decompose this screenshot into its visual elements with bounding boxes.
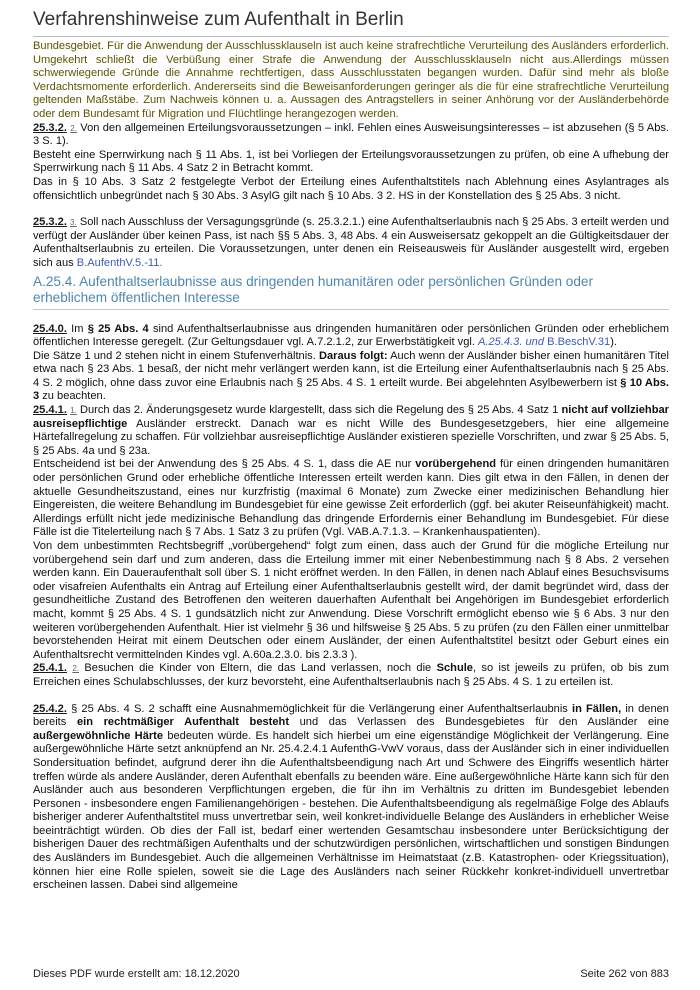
paragraph-25-4-0: 25.4.0. Im § 25 Abs. 4 sind Aufenthaltserlaubnisse aus dringenden humanitären oder persönlichen Gründen oder erheblichem öffentlichen Interesse geregelt. (Zur Geltungsdauer vgl. A.7.2.1.2, zur Erwerbstätigkeit vgl. A.25.4.3. und B.BeschV.31). (33, 322, 669, 349)
sub-ref[interactable]: 1. (70, 406, 77, 416)
creation-date: Dieses PDF wurde erstellt am: 18.12.2020 (33, 968, 240, 980)
paragraph-text: Von den allgemeinen Erteilungsvoraussetzungen – inkl. Fehlen eines Ausweisungsinteresses – ist abzusehen (§ 5 Abs. 3 S. 1). (33, 121, 669, 148)
paragraph-vorubergehend: Entscheidend ist bei der Anwendung des § 25 Abs. 4 S. 1, dass die AE nur vorübergehend für einen dringenden humanitären oder persönlichen Grund oder erhebliche öffentliche Interessen erteilt werden kann. Dies gilt etwa in den Fällen, in denen der aktuelle Gesundheitszustand, eines nur kurzfristig (maximal 6 Monate) zum Zwecke einer medizinischen Behandlung hier Eingereisten, die weitere Behandlung im Bundesgebiet für eine gewisse Zeit erforderlich (ggf. bei akuter Reiseunfähigkeit) macht. Allerdings erfüllt nicht jede medizinische Behandlung das dringende Erfordernis einer Behandlung im Bundesgebiet. Für diese Fälle ist die Titelerteilung nach § 7 Abs. 1 Satz 3 zu prüfen (Vgl. VAB.A.7.1.3. – Krankenhauspatienten). (33, 458, 670, 539)
section-ref[interactable]: 25.3.2. (33, 121, 67, 134)
page-number: Seite 262 von 883 (580, 968, 669, 980)
intro-paragraph: Bundesgebiet. Für die Anwendung der Ausschlussklauseln ist auch keine strafrechtliche Verurteilung des Ausländers erforderlich. Umgekehrt schließt die Verbüßung einer Strafe die Anwendung der Ausschlussklauseln nicht aus.Allerdings müssen schwerwiegende Gründe die Annahme rechtfertigen, dass Ausschlusstaten begangen wurden. Dafür sind mehr als bloße Verdachtsmomente erforderlich. Andererseits sind die Beweisanforderungen geringer als die für eine strafrechtliche Verurteilung geltenden Maßstäbe. Zum Nachweis können u. a. Aussagen des Antragstellers in seiner Anhörung vor der Ausländerbehörde oder dem Bundesamt für Migration und Flüchtlinge herangezogen werden. (33, 40, 669, 120)
link-aufenthv[interactable]: B.AufenthV.5.-11. (76, 256, 163, 269)
paragraph-sperrwirkung: Besteht eine Sperrwirkung nach § 11 Abs. 1, ist bei Vorliegen der Erteilungsvoraussetzungen zu prüfen, ob eine A ufhebung der Sperrwirkung nach § 11 Abs. 4 Satz 2 in Betracht kommt. (33, 148, 669, 175)
section-ref[interactable]: 25.4.1. (33, 662, 67, 675)
link-beschv-31[interactable]: B.BeschV.31 (547, 336, 611, 349)
sub-ref[interactable]: 3. (70, 218, 77, 228)
section-ref[interactable]: 25.4.0. (33, 322, 67, 335)
paragraph-25-4-2: 25.4.2. § 25 Abs. 4 S. 2 schafft eine Ausnahmemöglichkeit für die Verlängerung einer Aufenthaltserlaubnis in Fällen, in denen bereits ein rechtmäßiger Aufenthalt besteht und das Verlassen des Bundesgebietes für den Ausländer eine außergewöhnliche Härte bedeuten würde. Es handelt sich hierbei um eine eigenständige Möglichkeit der Verlängerung. Eine außergewöhnliche Härte setzt anknüpfend an Nr. 25.4.2.4.1 AufenthG-VwV voraus, dass der Ausländer sich in einer individuellen Sondersituation befindet, aufgrund derer ihn die Aufenthaltsbeendigung nach Art und Schwere des Eingriffs wesentlich härter treffen würde als andere Ausländer, deren Aufenthalt ebenfalls zu beenden wäre. Eine außergewöhnliche Härte kann sich für den Ausländer auch aus besonderen Verpflichtungen ergeben, die für ihn im Verhältnis zu dritten im Bundesgebiet lebenden Personen - insbesondere engen Familienangehörigen - bestehen. Die Aufenthaltsbeendigung als regelmäßige Folge des Ablaufs bisheriger anderer Aufenthaltstitel muss unvertretbar sein, weil konkret-individuelle Belange des Ausländers in erheblicher Weise beeinträchtigt würden. Ob dies der Fall ist, bedarf einer wertenden Gesamtschau insbesondere unter Berücksichtigung der bisherigen Dauer des rechtmäßigen Aufenthalts und der schutzwürdigen persönlichen, wirtschaftlichen und sonstigen Bindungen des Ausländers im Bundesgebiet. Auch die allgemeinen Verhältnisse im Heimatstaat (z.B. Katastrophen- oder Kriegssituation), können hier eine Rolle spielen, soweit sie die Lage des Ausländers nach seiner Rückkehr konkret-individuell unvertretbar erscheinen lassen. Dabei sind allgemeine (33, 702, 669, 892)
page-title: Verfahrenshinweise zum Aufenthalt in Berlin (33, 9, 669, 37)
document-body (33, 40, 669, 893)
paragraph-25-4-1-1: 25.4.1. 1. Durch das 2. Änderungsgesetz wurde klargestellt, dass sich die Regelung des § 25 Abs. 4 Satz 1 nicht auf vollziehbar ausreisepflichtige Ausländer erstreckt. Danach war es nicht Wille des Bundesgesetzgebers, hier eine allgemeine Härtefallregelung zu schaffen. Für vollziehbar ausreisepflichtige Ausländer existieren spezielle Vorschriften, und zwar § 25 Abs. 5, § 25 Abs. 4a und § 23a. (33, 404, 669, 457)
paragraph-verbot: Das in § 10 Abs. 3 Satz 2 festgelegte Verbot der Erteilung eines Aufenthaltstitels nach Ablehnung eines Asylantrages als offensichtlich unbegründet nach § 30 Abs. 3 AsylG gilt nach § 10 Abs. 3 2. HS in der Konstellation des § 25 Abs. 3 nicht. (33, 175, 669, 202)
page-footer (33, 968, 669, 980)
paragraph-stufenverhaeltnis: Die Sätze 1 und 2 stehen nicht in einem Stufenverhältnis. Daraus folgt: Auch wenn der Ausländer bisher einen humanitären Titel etwa nach § 23 Abs. 1 besaß, der nicht mehr verlängert werden kann, ist die Erteilung einer Aufenthaltserlaubnis nach § 25 Abs. 4 S. 2 möglich, ohne dass zuvor eine Erlaubnis nach § 25 Abs. 4 S. 1 erteilt wurde. Bei abgelehnten Asylbewerbern ist § 10 Abs. 3 zu beachten. (33, 349, 669, 403)
paragraph-text: Soll nach Ausschluss der Versagungsgründe (s. 25.3.2.1.) eine Aufenthaltserlaubnis nach § 25 Abs. 3 erteilt werden und verfügt der Ausländer über keinen Pass, ist nach §§ 5 Abs. 3, 48 Abs. 4 ein Ausweisersatz gekoppelt an die Gültigkeitsdauer der Aufenthaltserlaubnis zu erteilen. Die Voraussetzungen, unter denen ein Reiseausweis für Ausländer ausgestellt wird, ergeben sich aus (33, 216, 670, 269)
paragraph-rechtsbegriff: Von dem unbestimmten Rechtsbegriff „vorübergehend“ folgt zum einen, dass auch der Grund für die mögliche Erteilung nur vorübergehend sein darf und zum anderen, dass die Erteilung immer mit einer Nebenbestimmung nach § 8 Abs. 2 versehen werden kann. Ein Daueraufenthalt soll über S. 1 nicht eröffnet werden. In den Fällen, in denen nach Ablauf eines Besuchsvisums oder visafreien Aufenthalts ein Antrag auf Erteilung einer Aufenthaltserlaubnis gestellt wird, der damit begründet wird, dass der gesundheitliche Zustand des Betroffenen den weiteren dauerhaften Aufenthalt bei Angehörigen im Bundesgebiet erforderlich macht, kommt § 25 Abs. 4 S. 1 gundsätzlich nicht zur Anwendung. Diese Vorschrift ermöglicht ebenso wie § 6 Abs. 3 nur den weiteren vorübergehenden Aufenthalt. Hier ist vielmehr § 36 und hilfsweise § 25 Abs. 5 zu prüfen (zu den Fällen einer unmittelbar bevorstehenden Heirat mit einem Deutschen oder einem Ausländer, der einen Aufenthaltstitel besitzt oder Geburt eines ein Aufenthaltsrecht vermittelnden Kindes vgl. A.60a.2.3.0. bis 2.3.3 ). (33, 540, 669, 661)
link-a-25-4-3[interactable]: A.25.4.3. und (478, 336, 545, 349)
section-ref[interactable]: 25.4.1. (33, 404, 67, 417)
section-heading-a-25-4: A.25.4. Aufenthaltserlaubnisse aus dringenden humanitären oder persönlichen Gründen oder erheblichem öffentlichen Interesse (33, 274, 669, 310)
sub-ref[interactable]: 2. (70, 123, 77, 133)
paragraph-25-3-2-3 (33, 216, 669, 270)
section-ref[interactable]: 25.4.2. (33, 702, 67, 715)
paragraph-25-4-1-2: 25.4.1. 2. Besuchen die Kinder von Eltern, die das Land verlassen, noch die Schule, so ist jeweils zu prüfen, ob bis zum Erreichen eines Schulabschlusses, der kurz bevorsteht, eine Aufenthaltserlaubnis nach § 25 Abs. 4 S. 1 zu erteilen ist. (33, 662, 669, 688)
section-ref[interactable]: 25.3.2. (33, 216, 67, 229)
paragraph-25-3-2-2 (33, 122, 669, 149)
sub-ref[interactable]: 2. (72, 664, 79, 674)
